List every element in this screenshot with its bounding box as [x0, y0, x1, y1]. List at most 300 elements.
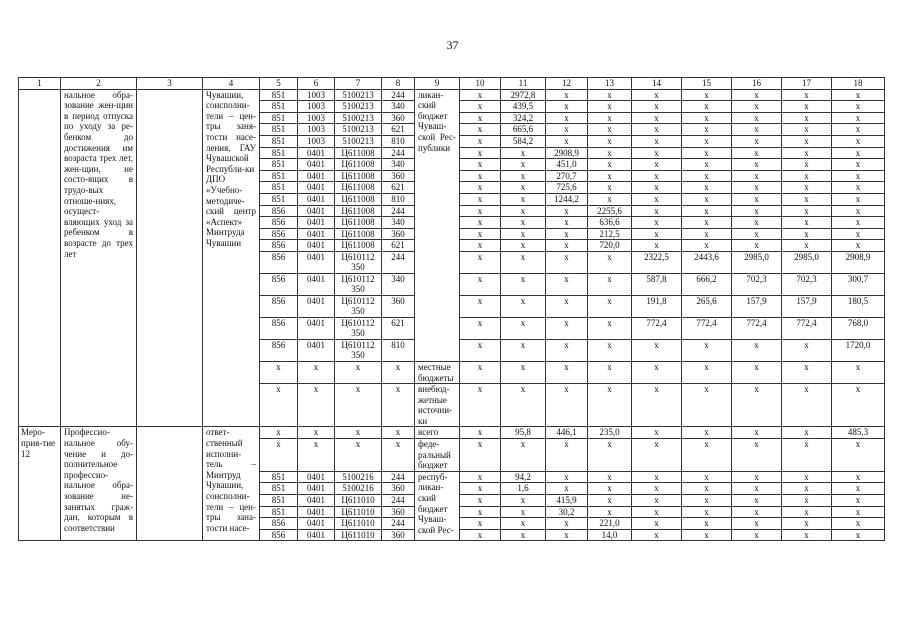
amount-cell: x: [732, 384, 782, 427]
amount-cell: x: [546, 295, 588, 317]
amount-cell: x: [782, 471, 832, 483]
header-row: [19, 78, 885, 90]
code-cell: 851: [260, 506, 298, 518]
code-cell: 851: [260, 193, 298, 205]
amount-cell: x: [460, 495, 501, 507]
code-cell: 360: [382, 295, 415, 317]
amount-cell: x: [501, 193, 546, 205]
amount-cell: x: [732, 205, 782, 217]
program-cell: [137, 89, 203, 427]
amount-cell: x: [632, 518, 682, 530]
code-cell: x: [335, 384, 382, 427]
budget-table: [18, 77, 885, 541]
code-cell: 340: [382, 159, 415, 171]
amount-cell: x: [682, 471, 732, 483]
amount-cell: x: [832, 439, 885, 472]
amount-cell: x: [460, 101, 501, 113]
amount-cell: x: [588, 471, 632, 483]
code-cell: 5100216: [335, 483, 382, 495]
amount-cell: x: [832, 518, 885, 530]
amount-cell: x: [501, 205, 546, 217]
code-cell: x: [382, 384, 415, 427]
amount-cell: x: [682, 159, 732, 171]
amount-cell: x: [732, 124, 782, 136]
amount-cell: x: [546, 518, 588, 530]
amount-cell: x: [501, 240, 546, 252]
amount-cell: x: [501, 518, 546, 530]
amount-cell: x: [501, 439, 546, 472]
amount-cell: x: [682, 518, 732, 530]
amount-cell: 180,5: [832, 295, 885, 317]
code-cell: 0401: [298, 317, 335, 339]
amount-cell: x: [732, 112, 782, 124]
code-cell: 851: [260, 170, 298, 182]
amount-cell: x: [546, 228, 588, 240]
amount-cell: x: [632, 193, 682, 205]
amount-cell: x: [460, 240, 501, 252]
amount-cell: x: [588, 101, 632, 113]
amount-cell: x: [588, 124, 632, 136]
amount-cell: x: [732, 361, 782, 383]
amount-cell: 720,0: [588, 240, 632, 252]
code-cell: 340: [382, 217, 415, 229]
code-cell: 856: [260, 295, 298, 317]
amount-cell: x: [832, 217, 885, 229]
amount-cell: x: [546, 471, 588, 483]
amount-cell: x: [782, 228, 832, 240]
funding-source-cell: внебюд-жетные источни-ки: [415, 384, 460, 427]
amount-cell: 221,0: [588, 518, 632, 530]
code-cell: x: [382, 361, 415, 383]
code-cell: 851: [260, 112, 298, 124]
amount-cell: x: [501, 384, 546, 427]
amount-cell: x: [546, 135, 588, 147]
amount-cell: 772,4: [782, 317, 832, 339]
amount-cell: x: [732, 147, 782, 159]
amount-cell: x: [732, 471, 782, 483]
code-cell: 0401: [298, 506, 335, 518]
column-number-header: 17: [782, 78, 832, 90]
activity-number-cell: Меро-прия-тие 12: [19, 427, 61, 541]
column-number-header: 11: [501, 78, 546, 90]
amount-cell: x: [732, 506, 782, 518]
amount-cell: x: [732, 240, 782, 252]
amount-cell: x: [501, 147, 546, 159]
amount-cell: x: [546, 483, 588, 495]
amount-cell: x: [832, 182, 885, 194]
page-number: 37: [446, 38, 459, 52]
amount-cell: x: [588, 495, 632, 507]
amount-cell: x: [832, 101, 885, 113]
funding-source-cell: всего: [415, 427, 460, 439]
code-cell: 5100213: [335, 135, 382, 147]
amount-cell: x: [682, 384, 732, 427]
amount-cell: 451,0: [546, 159, 588, 171]
amount-cell: x: [460, 147, 501, 159]
amount-cell: x: [832, 495, 885, 507]
code-cell: 0401: [298, 182, 335, 194]
amount-cell: x: [588, 317, 632, 339]
funding-source-cell: ликан-ский бюджет Чуваш-ской Рес-публики: [415, 89, 460, 361]
amount-cell: x: [460, 273, 501, 295]
amount-cell: x: [632, 240, 682, 252]
amount-cell: x: [501, 182, 546, 194]
amount-cell: x: [782, 384, 832, 427]
code-cell: 851: [260, 159, 298, 171]
amount-cell: x: [501, 506, 546, 518]
amount-cell: 768,0: [832, 317, 885, 339]
amount-cell: x: [832, 89, 885, 101]
amount-cell: x: [682, 135, 732, 147]
amount-cell: x: [782, 439, 832, 472]
code-cell: x: [335, 427, 382, 439]
amount-cell: 415,9: [546, 495, 588, 507]
code-cell: x: [335, 361, 382, 383]
code-cell: 0401: [298, 471, 335, 483]
code-cell: 0401: [298, 495, 335, 507]
amount-cell: x: [782, 518, 832, 530]
amount-cell: x: [632, 170, 682, 182]
code-cell: 0401: [298, 240, 335, 252]
amount-cell: x: [632, 124, 682, 136]
amount-cell: x: [732, 101, 782, 113]
amount-cell: x: [632, 339, 682, 361]
amount-cell: 2255,6: [588, 205, 632, 217]
amount-cell: x: [732, 483, 782, 495]
code-cell: 0401: [298, 193, 335, 205]
code-cell: Ц611010: [335, 495, 382, 507]
amount-cell: x: [682, 361, 732, 383]
code-cell: x: [260, 361, 298, 383]
amount-cell: x: [832, 506, 885, 518]
amount-cell: x: [732, 228, 782, 240]
amount-cell: 300,7: [832, 273, 885, 295]
amount-cell: x: [682, 240, 732, 252]
amount-cell: x: [832, 159, 885, 171]
amount-cell: x: [546, 240, 588, 252]
amount-cell: x: [782, 205, 832, 217]
amount-cell: 772,4: [632, 317, 682, 339]
code-cell: 851: [260, 471, 298, 483]
amount-cell: 1244,2: [546, 193, 588, 205]
amount-cell: x: [632, 147, 682, 159]
column-number-header: 14: [632, 78, 682, 90]
amount-cell: x: [732, 89, 782, 101]
amount-cell: x: [682, 205, 732, 217]
column-number-header: 9: [415, 78, 460, 90]
amount-cell: x: [632, 135, 682, 147]
column-number-header: 16: [732, 78, 782, 90]
amount-cell: x: [632, 112, 682, 124]
amount-cell: x: [588, 193, 632, 205]
code-cell: 0401: [298, 295, 335, 317]
amount-cell: x: [546, 101, 588, 113]
activity-name-cell: Профессио-нальное обу-чение и до-полнительное профессио-нальное обра-зование не-занятых граж-дан, которым в соответствии: [61, 427, 137, 541]
amount-cell: x: [632, 439, 682, 472]
code-cell: 1003: [298, 89, 335, 101]
amount-cell: 584,2: [501, 135, 546, 147]
amount-cell: x: [546, 384, 588, 427]
amount-cell: x: [588, 159, 632, 171]
amount-cell: x: [460, 205, 501, 217]
code-cell: 856: [260, 529, 298, 541]
amount-cell: x: [588, 135, 632, 147]
amount-cell: x: [782, 135, 832, 147]
code-cell: x: [382, 427, 415, 439]
amount-cell: x: [460, 89, 501, 101]
code-cell: 810: [382, 135, 415, 147]
code-cell: Ц610112 350: [335, 339, 382, 361]
amount-cell: x: [501, 361, 546, 383]
code-cell: 0401: [298, 518, 335, 530]
amount-cell: 2985,0: [782, 251, 832, 273]
code-cell: 0401: [298, 170, 335, 182]
code-cell: 5100213: [335, 89, 382, 101]
column-number-header: 5: [260, 78, 298, 90]
code-cell: 856: [260, 240, 298, 252]
code-cell: 5100213: [335, 112, 382, 124]
column-number-header: 8: [382, 78, 415, 90]
table-body: [19, 78, 885, 541]
code-cell: Ц611010: [335, 518, 382, 530]
amount-cell: x: [782, 495, 832, 507]
table-row: [19, 427, 885, 439]
code-cell: Ц611008: [335, 228, 382, 240]
amount-cell: x: [546, 529, 588, 541]
code-cell: x: [260, 427, 298, 439]
amount-cell: 587,8: [632, 273, 682, 295]
amount-cell: x: [588, 439, 632, 472]
amount-cell: x: [460, 159, 501, 171]
code-cell: 1003: [298, 101, 335, 113]
amount-cell: 157,9: [782, 295, 832, 317]
code-cell: x: [335, 439, 382, 472]
amount-cell: x: [546, 339, 588, 361]
amount-cell: x: [732, 193, 782, 205]
amount-cell: 636,6: [588, 217, 632, 229]
code-cell: Ц610112 350: [335, 317, 382, 339]
amount-cell: 485,3: [832, 427, 885, 439]
code-cell: 5100213: [335, 124, 382, 136]
amount-cell: x: [682, 495, 732, 507]
code-cell: Ц611008: [335, 205, 382, 217]
amount-cell: x: [832, 228, 885, 240]
amount-cell: x: [501, 228, 546, 240]
code-cell: 5100213: [335, 101, 382, 113]
code-cell: 621: [382, 124, 415, 136]
code-cell: Ц611008: [335, 159, 382, 171]
code-cell: 360: [382, 112, 415, 124]
amount-cell: x: [588, 112, 632, 124]
amount-cell: x: [682, 339, 732, 361]
amount-cell: x: [632, 205, 682, 217]
amount-cell: x: [832, 483, 885, 495]
amount-cell: 439,5: [501, 101, 546, 113]
code-cell: 360: [382, 529, 415, 541]
amount-cell: x: [682, 182, 732, 194]
amount-cell: x: [782, 506, 832, 518]
code-cell: Ц610112 350: [335, 251, 382, 273]
amount-cell: x: [546, 251, 588, 273]
code-cell: 0401: [298, 159, 335, 171]
code-cell: 621: [382, 240, 415, 252]
amount-cell: x: [460, 384, 501, 427]
amount-cell: x: [501, 159, 546, 171]
amount-cell: x: [501, 217, 546, 229]
amount-cell: 265,6: [682, 295, 732, 317]
amount-cell: x: [588, 506, 632, 518]
amount-cell: x: [632, 182, 682, 194]
code-cell: Ц611010: [335, 506, 382, 518]
amount-cell: x: [460, 339, 501, 361]
amount-cell: x: [588, 295, 632, 317]
amount-cell: x: [782, 101, 832, 113]
code-cell: Ц610112 350: [335, 273, 382, 295]
code-cell: 0401: [298, 147, 335, 159]
code-cell: 244: [382, 495, 415, 507]
amount-cell: x: [546, 89, 588, 101]
code-cell: Ц611008: [335, 182, 382, 194]
amount-cell: x: [782, 124, 832, 136]
code-cell: 0401: [298, 217, 335, 229]
code-cell: 244: [382, 89, 415, 101]
code-cell: Ц611008: [335, 193, 382, 205]
amount-cell: x: [588, 89, 632, 101]
column-number-header: 6: [298, 78, 335, 90]
amount-cell: x: [460, 471, 501, 483]
amount-cell: 30,2: [546, 506, 588, 518]
code-cell: 856: [260, 339, 298, 361]
amount-cell: x: [732, 427, 782, 439]
amount-cell: x: [632, 159, 682, 171]
code-cell: 856: [260, 228, 298, 240]
amount-cell: x: [782, 361, 832, 383]
code-cell: 0401: [298, 228, 335, 240]
amount-cell: x: [460, 506, 501, 518]
amount-cell: x: [632, 529, 682, 541]
amount-cell: x: [588, 361, 632, 383]
column-number-header: 2: [61, 78, 137, 90]
code-cell: 856: [260, 317, 298, 339]
amount-cell: x: [732, 529, 782, 541]
amount-cell: x: [632, 228, 682, 240]
amount-cell: 191,8: [632, 295, 682, 317]
code-cell: 360: [382, 506, 415, 518]
amount-cell: x: [460, 124, 501, 136]
amount-cell: x: [588, 384, 632, 427]
amount-cell: x: [632, 506, 682, 518]
amount-cell: x: [460, 439, 501, 472]
amount-cell: x: [832, 529, 885, 541]
amount-cell: x: [501, 529, 546, 541]
amount-cell: x: [588, 273, 632, 295]
amount-cell: x: [682, 147, 732, 159]
amount-cell: x: [732, 182, 782, 194]
amount-cell: x: [460, 317, 501, 339]
amount-cell: x: [501, 495, 546, 507]
amount-cell: x: [460, 361, 501, 383]
amount-cell: 702,3: [782, 273, 832, 295]
amount-cell: x: [546, 439, 588, 472]
amount-cell: x: [832, 205, 885, 217]
amount-cell: x: [632, 495, 682, 507]
amount-cell: x: [460, 217, 501, 229]
code-cell: x: [298, 361, 335, 383]
amount-cell: 1,6: [501, 483, 546, 495]
amount-cell: 324,2: [501, 112, 546, 124]
amount-cell: x: [782, 240, 832, 252]
amount-cell: x: [782, 217, 832, 229]
column-number-header: 4: [203, 78, 260, 90]
code-cell: 0401: [298, 251, 335, 273]
code-cell: x: [260, 439, 298, 472]
amount-cell: x: [682, 101, 732, 113]
code-cell: 0401: [298, 483, 335, 495]
amount-cell: x: [460, 170, 501, 182]
amount-cell: x: [501, 295, 546, 317]
amount-cell: x: [460, 518, 501, 530]
table-row: [19, 89, 885, 101]
code-cell: 856: [260, 273, 298, 295]
column-number-header: 12: [546, 78, 588, 90]
amount-cell: 666,2: [682, 273, 732, 295]
amount-cell: 2972,8: [501, 89, 546, 101]
amount-cell: x: [682, 228, 732, 240]
amount-cell: 235,0: [588, 427, 632, 439]
amount-cell: x: [782, 339, 832, 361]
amount-cell: 94,2: [501, 471, 546, 483]
amount-cell: x: [588, 251, 632, 273]
amount-cell: x: [782, 170, 832, 182]
amount-cell: x: [832, 240, 885, 252]
code-cell: Ц611008: [335, 170, 382, 182]
code-cell: 851: [260, 495, 298, 507]
column-number-header: 3: [137, 78, 203, 90]
amount-cell: x: [682, 217, 732, 229]
amount-cell: x: [501, 339, 546, 361]
amount-cell: x: [588, 483, 632, 495]
code-cell: x: [260, 384, 298, 427]
amount-cell: x: [588, 170, 632, 182]
amount-cell: x: [782, 182, 832, 194]
amount-cell: x: [682, 427, 732, 439]
amount-cell: x: [782, 147, 832, 159]
amount-cell: 1720,0: [832, 339, 885, 361]
amount-cell: 725,6: [546, 182, 588, 194]
amount-cell: x: [732, 339, 782, 361]
amount-cell: x: [732, 518, 782, 530]
amount-cell: x: [832, 170, 885, 182]
amount-cell: 2443,6: [682, 251, 732, 273]
funding-source-cell: местные бюджеты: [415, 361, 460, 383]
amount-cell: x: [832, 112, 885, 124]
activity-number-cell: [19, 89, 61, 427]
amount-cell: x: [632, 471, 682, 483]
amount-cell: x: [832, 124, 885, 136]
code-cell: 856: [260, 205, 298, 217]
code-cell: 5100216: [335, 471, 382, 483]
amount-cell: x: [832, 361, 885, 383]
code-cell: 244: [382, 518, 415, 530]
funding-source-cell: респуб-ликан-ский бюджет Чуваш-ской Рес-: [415, 471, 460, 541]
column-number-header: 7: [335, 78, 382, 90]
amount-cell: x: [632, 483, 682, 495]
amount-cell: x: [782, 193, 832, 205]
amount-cell: x: [460, 529, 501, 541]
code-cell: 1003: [298, 135, 335, 147]
column-number-header: 18: [832, 78, 885, 90]
amount-cell: x: [501, 170, 546, 182]
